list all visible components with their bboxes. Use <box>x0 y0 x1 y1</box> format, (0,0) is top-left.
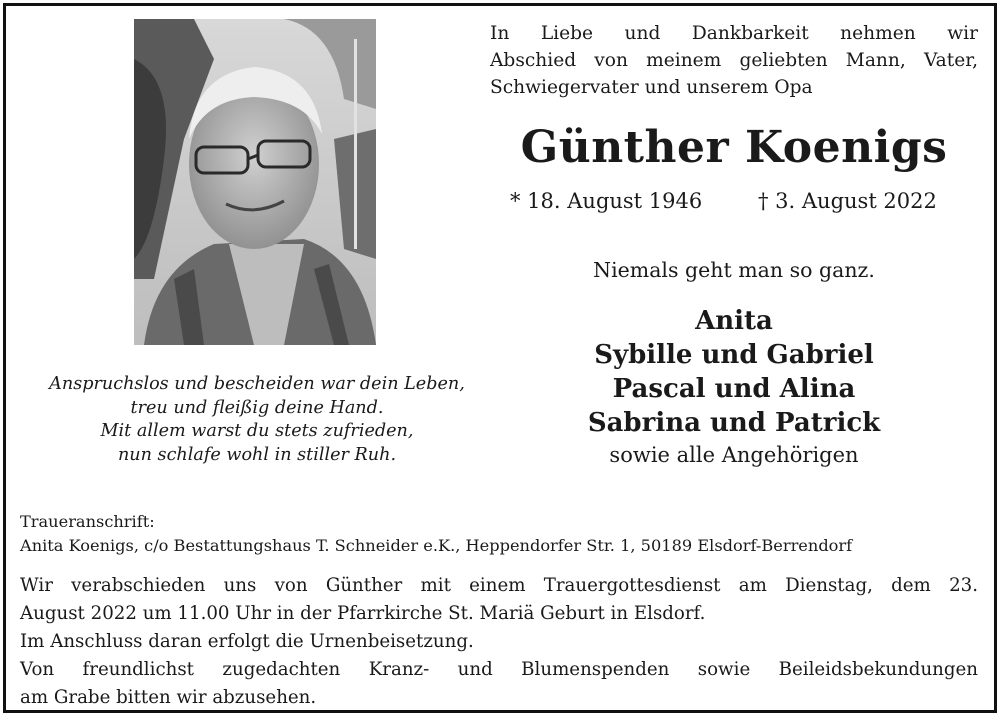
portrait-image <box>134 19 376 345</box>
poem-line: treu und fleißig deine Hand. <box>130 397 384 418</box>
family-member: Sybille und Gabriel <box>594 340 874 370</box>
poem-line: nun schlafe wohl in stiller Ruh. <box>117 444 397 465</box>
service-line: am Grabe bitten wir abzusehen. <box>20 687 317 708</box>
intro-line: Abschied von meinem geliebten Mann, Vater, <box>490 50 978 71</box>
intro-line: In Liebe und Dankbarkeit nehmen wir <box>490 23 978 44</box>
family-member: Sabrina und Patrick <box>587 408 881 438</box>
service-line: Von freundlichst zugedachten Kranz- und Blumenspenden sowie Beileidsbekundungen <box>20 659 978 680</box>
family-rest: sowie alle Angehörigen <box>609 443 859 467</box>
birth-date: * 18. August 1946 <box>510 189 703 213</box>
portrait-photo <box>134 19 376 345</box>
death-date: † 3. August 2022 <box>758 189 937 213</box>
poem-line: Anspruchslos und bescheiden war dein Leben, <box>49 374 465 394</box>
service-notice <box>20 572 978 712</box>
family-member: Anita <box>695 306 773 336</box>
poem <box>14 373 500 467</box>
deceased-name: Günther Koenigs <box>520 122 948 173</box>
motto: Niemals geht man so ganz. <box>593 258 875 282</box>
address-label: Traueranschrift: <box>20 512 155 531</box>
poem-line: Mit allem warst du stets zufrieden, <box>100 421 414 441</box>
mourning-address <box>20 510 980 558</box>
service-line: Wir verabschieden uns von Günther mit einem Trauergottesdienst am Dienstag, dem 23. <box>20 575 978 596</box>
family-list <box>490 304 978 470</box>
address-text: Anita Koenigs, c/o Bestattungshaus T. Schneider e.K., Heppendorfer Str. 1, 50189 Elsdorf-Berrendorf <box>20 536 853 555</box>
family-member: Pascal und Alina <box>612 374 856 404</box>
service-line: August 2022 um 11.00 Uhr in der Pfarrkirche St. Mariä Geburt in Elsdorf. <box>20 603 706 624</box>
service-line: Im Anschluss daran erfolgt die Urnenbeisetzung. <box>20 631 474 652</box>
intro-line: Schwiegervater und unserem Opa <box>490 77 813 98</box>
intro-text <box>490 20 978 101</box>
